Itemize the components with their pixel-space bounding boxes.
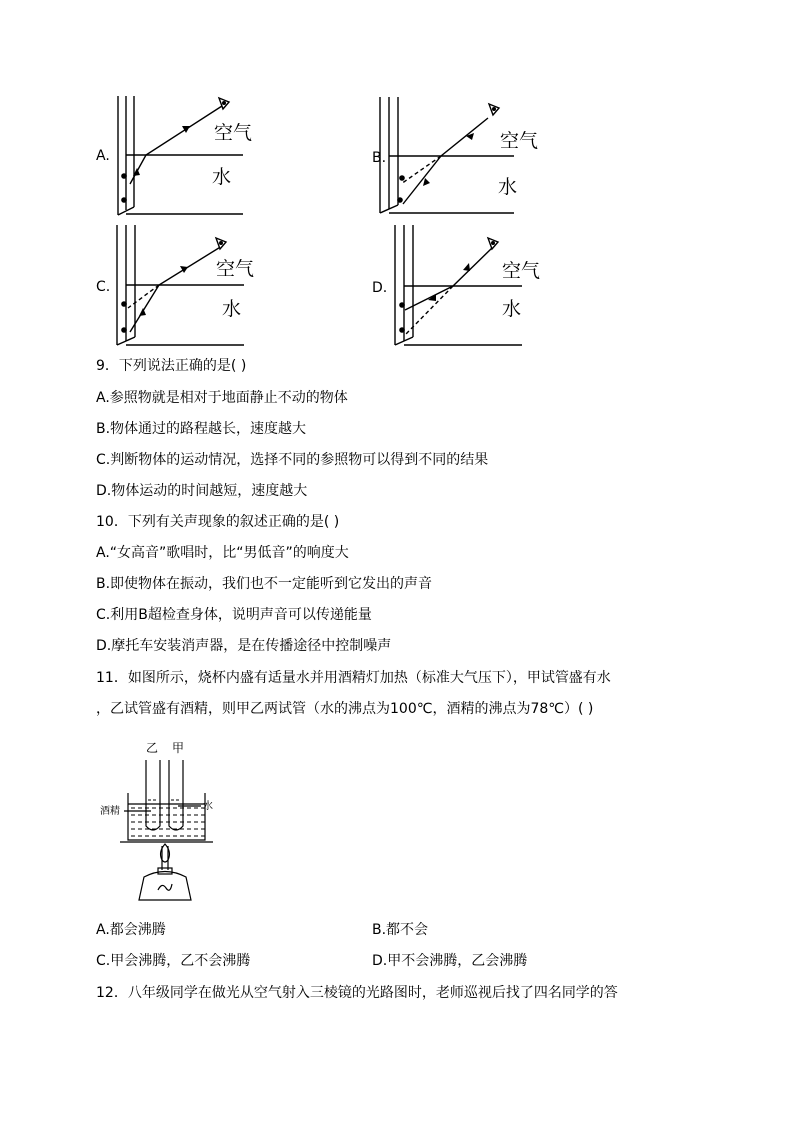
- q11-stem-line1: 11．如图所示，烧杯内盛有适量水并用酒精灯加热（标准大气压下），甲试管盛有水: [96, 670, 611, 686]
- q8-option-d-letter: D.: [372, 280, 388, 296]
- q8-option-b-letter: B.: [372, 150, 387, 166]
- q9-option-a: A.参照物就是相对于地面静止不动的物体: [96, 390, 348, 406]
- q11-option-a: A.都会沸腾: [96, 922, 166, 938]
- q10-stem: 10．下列有关声现象的叙述正确的是( ): [96, 514, 340, 530]
- q11-option-b: B.都不会: [372, 922, 429, 938]
- q9-stem: 9．下列说法正确的是( ): [96, 358, 247, 374]
- q8-option-b-air-label: 空气: [500, 130, 539, 152]
- q10-option-a: A.“女高音”歌唱时，比“男低音”的响度大: [96, 545, 349, 561]
- q8-option-d-water-label: 水: [502, 298, 522, 320]
- q11-alcohol-label: 酒精: [100, 806, 120, 817]
- q8-option-a-letter: A.: [96, 148, 110, 164]
- q11-stem-line2: ，乙试管盛有酒精，则甲乙两试管（水的沸点为100℃，酒精的沸点为78℃）( ): [96, 701, 594, 717]
- q9-option-c: C.判断物体的运动情况，选择不同的参照物可以得到不同的结果: [96, 452, 489, 468]
- q12-stem-line1: 12．八年级同学在做光从空气射入三棱镜的光路图时，老师巡视后找了四名同学的答: [96, 985, 618, 1001]
- q8-option-c-water-label: 水: [222, 298, 242, 320]
- q10-option-d: D.摩托车安装消声器，是在传播途径中控制噪声: [96, 638, 392, 654]
- q11-tube-jia-label: 甲: [172, 741, 185, 755]
- q11-tube-yi-label: 乙: [146, 741, 159, 755]
- q8-option-b-water-label: 水: [498, 176, 518, 198]
- q10-option-b: B.即使物体在振动，我们也不一定能听到它发出的声音: [96, 576, 433, 592]
- q8-option-a-water-label: 水: [212, 166, 232, 188]
- q8-option-d-air-label: 空气: [502, 260, 541, 282]
- q8-option-a-air-label: 空气: [214, 122, 253, 144]
- q8-option-c-letter: C.: [96, 279, 111, 295]
- q11-water-label: 水: [203, 801, 213, 812]
- q8-option-c-air-label: 空气: [216, 258, 255, 280]
- q11-option-d: D.甲不会沸腾，乙会沸腾: [372, 953, 528, 969]
- q11-option-c: C.甲会沸腾，乙不会沸腾: [96, 953, 251, 969]
- q9-option-b: B.物体通过的路程越长，速度越大: [96, 421, 307, 437]
- q9-option-d: D.物体运动的时间越短，速度越大: [96, 483, 308, 499]
- q10-option-c: C.利用B超检查身体，说明声音可以传递能量: [96, 607, 372, 623]
